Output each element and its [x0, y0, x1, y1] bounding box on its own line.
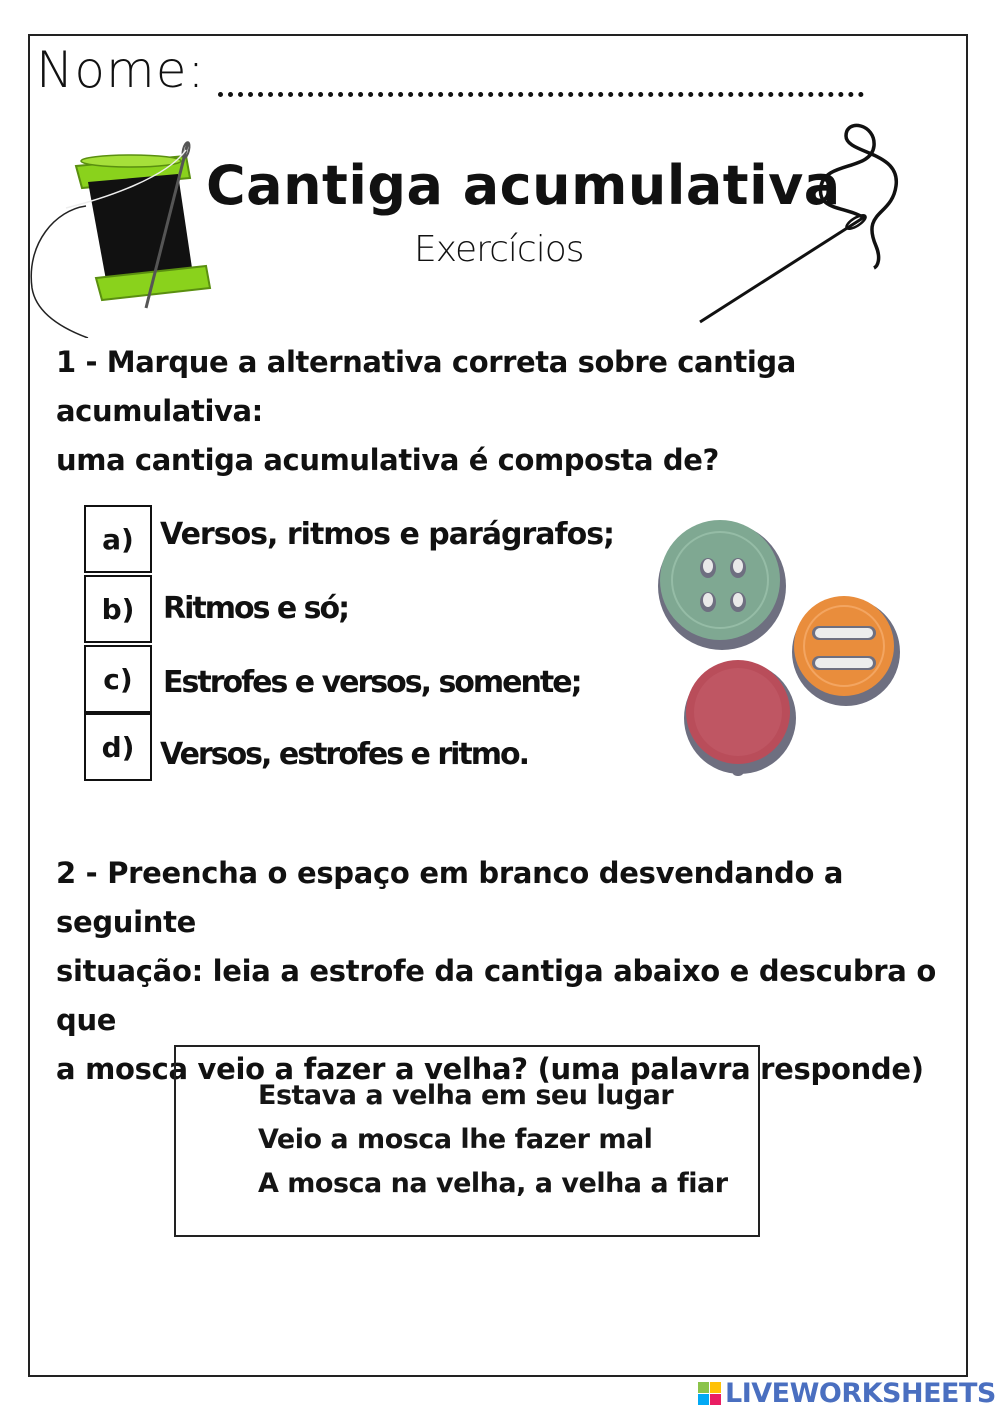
- thread-spool-icon: [26, 138, 216, 338]
- liveworksheets-logo-icon: [698, 1382, 721, 1405]
- option-d-text: Versos, estrofes e ritmo.: [160, 737, 529, 772]
- option-b-text: Ritmos e só;: [163, 591, 349, 626]
- option-a-text: Versos, ritmos e parágrafos;: [160, 517, 615, 552]
- page-subtitle: Exercícios: [414, 229, 584, 270]
- option-b-checkbox[interactable]: b): [84, 575, 152, 643]
- page-title: Cantiga acumulativa: [206, 154, 841, 217]
- name-label: Nome:: [36, 41, 206, 99]
- name-input-line[interactable]: [218, 92, 864, 97]
- question-1: [56, 338, 956, 485]
- needle-thread-icon: [696, 116, 908, 328]
- question-2-line-1: 2 - Preencha o espaço em branco desvendando a seguinte: [56, 856, 844, 939]
- poem-line-2: Veio a mosca lhe fazer mal: [258, 1124, 653, 1155]
- option-c-text: Estrofes e versos, somente;: [163, 665, 581, 700]
- question-1-line-2: uma cantiga acumulativa é composta de?: [56, 443, 719, 477]
- brand-text: LIVEWORKSHEETS: [725, 1378, 996, 1409]
- question-1-line-1: 1 - Marque a alternativa correta sobre cantiga acumulativa:: [56, 345, 796, 428]
- poem-line-1: Estava a velha em seu lugar: [258, 1080, 674, 1111]
- buttons-illustration: [652, 518, 908, 784]
- option-c-checkbox[interactable]: c): [84, 645, 152, 713]
- option-a-checkbox[interactable]: a): [84, 505, 152, 573]
- question-2-line-2: situação: leia a estrofe da cantiga abaixo e descubra o que: [56, 954, 936, 1037]
- poem-line-3: A mosca na velha, a velha a fiar: [258, 1168, 728, 1199]
- question-2-line-3: a mosca veio a fazer a velha? (uma palavra responde): [56, 1052, 924, 1086]
- liveworksheets-brand[interactable]: [698, 1378, 996, 1409]
- option-d-checkbox[interactable]: d): [84, 713, 152, 781]
